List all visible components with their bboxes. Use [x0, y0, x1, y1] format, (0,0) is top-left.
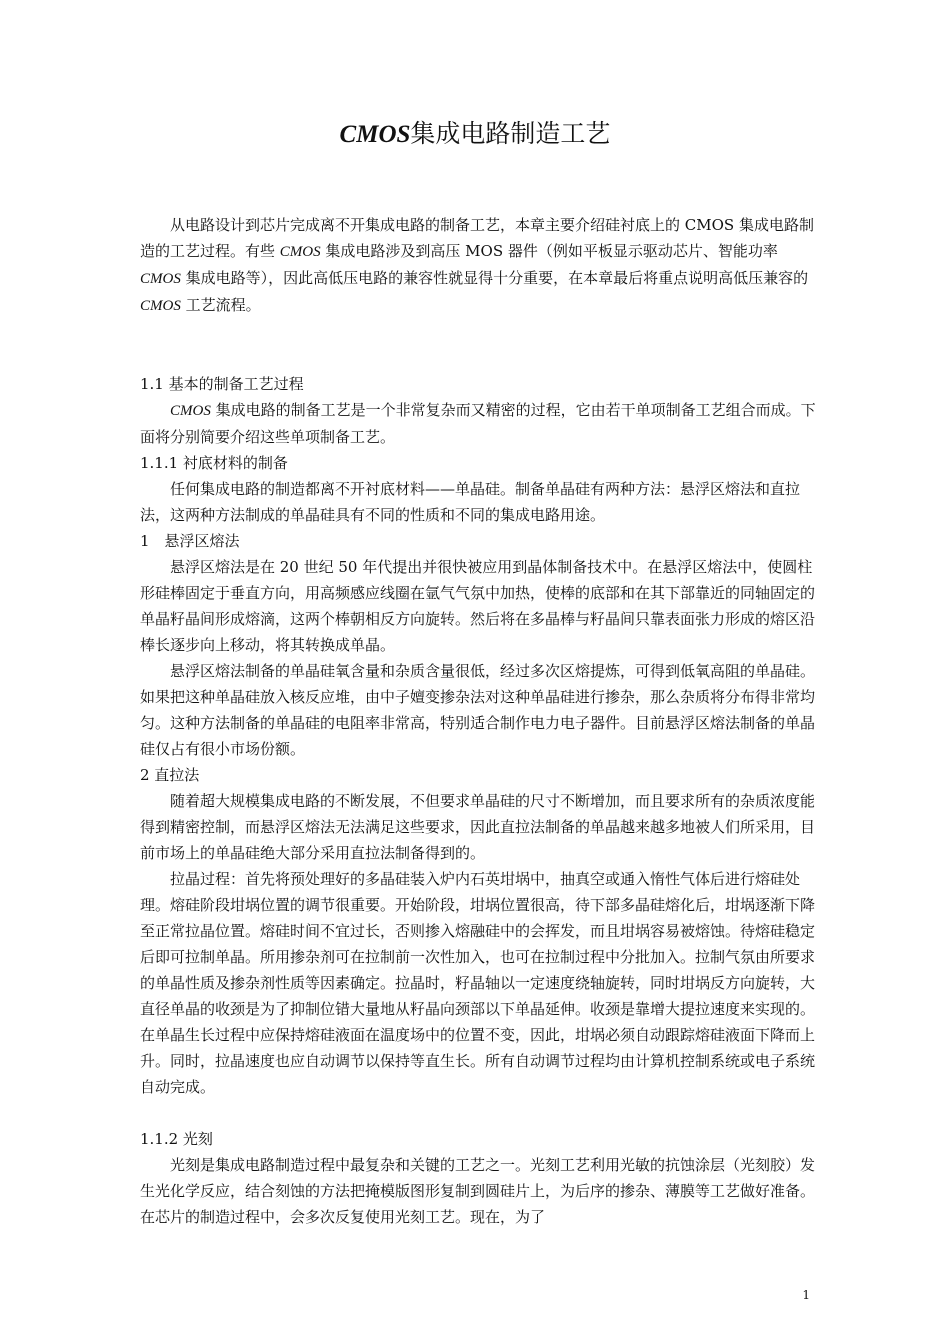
method-2-paragraph-1: 随着超大规模集成电路的不断发展，不但要求单晶硅的尺寸不断增加，而且要求所有的杂质浓度能得到精密控制，而悬浮区熔法无法满足这些要求，因此直拉法制备的单晶越来越多地被人们所采用，目前市场上的单晶硅绝大部分采用直拉法制备得到的。	[140, 792, 816, 862]
section-1-1-1-intro: 任何集成电路的制造都离不开衬底材料——单晶硅。制备单晶硅有两种方法：悬浮区熔法和直拉法，这两种方法制成的单晶硅具有不同的性质和不同的集成电路用途。	[140, 480, 801, 524]
text-run: 集成电路涉及到高压 MOS 器件（例如平板显示驱动芯片、智能功率	[320, 242, 778, 260]
text-run: 集成电路等），因此高低压电路的兼容性就显得十分重要，在本章最后将重点说明高低压兼容的	[180, 269, 809, 287]
method-2-paragraph-2: 拉晶过程：首先将预处理好的多晶硅装入炉内石英坩埚中，抽真空或通入惰性气体后进行熔硅处理。熔硅阶段坩埚位置的调节很重要。开始阶段，坩埚位置很高，待下部多晶硅熔化后，坩埚逐渐下降至正常拉晶位置。熔硅时间不宜过长，否则掺入熔融硅中的会挥发，而且坩埚容易被熔蚀。待熔硅稳定后即可拉制单晶。所用掺杂剂可在拉制前一次性加入，也可在拉制过程中分批加入。拉制气氛由所要求的单晶性质及掺杂剂性质等因素确定。拉晶时，籽晶轴以一定速度绕轴旋转，同时坩埚反方向旋转，大直径单晶的收颈是为了抑制位错大量地从籽晶向颈部以下单晶延伸。收颈是靠增大提拉速度来实现的。在单晶生长过程中应保持熔硅液面在温度场中的位置不变，因此，坩埚必须自动跟踪熔硅液面下降而上升。同时，拉晶速度也应自动调节以保持等直生长。所有自动调节过程均由计算机控制系统或电子系统自动完成。	[140, 870, 816, 1096]
section-1-1-2-heading: 1.1.2 光刻	[140, 1130, 213, 1148]
abstract-paragraph	[140, 212, 820, 319]
title-rest: 集成电路制造工艺	[410, 119, 611, 148]
section-1-1-heading: 1.1 基本的制备工艺过程	[140, 375, 304, 393]
method-1-paragraph-1: 悬浮区熔法是在 20 世纪 50 年代提出并很快被应用到晶体制备技术中。在悬浮区熔法中，使圆柱形硅棒固定于垂直方向，用高频感应线圈在氩气气氛中加热，使棒的底部和在其下部靠近的同轴固定的单晶籽晶间形成熔滴，这两个棒朝相反方向旋转。然后将在多晶棒与籽晶间只靠表面张力形成的熔区沿棒长逐步向上移动，将其转换成单晶。	[140, 558, 816, 654]
section-1-1-intro	[140, 397, 820, 450]
section-1-1-1-heading: 1.1.1 衬底材料的制备	[140, 454, 288, 472]
page-number: 1	[802, 1288, 810, 1302]
italic-term: CMOS	[170, 403, 211, 419]
italic-term: CMOS	[279, 244, 321, 260]
document-body	[140, 212, 820, 1230]
text-run: 工艺流程。	[180, 296, 261, 314]
text-run: 从电路设计到芯片完成离不开集成电路的制备工艺，本章主要介绍硅衬底上的 CMOS 集成电路制造的工艺过程。有些	[140, 216, 814, 260]
text-run: 集成电路的制备工艺是一个非常复杂而又精密的过程，它由若干单项制备工艺组合而成。下面将分别简要介绍这些单项制备工艺。	[140, 401, 816, 446]
method-1-heading: 1 悬浮区熔法	[140, 532, 240, 550]
section-1-1-2-paragraph-1: 光刻是集成电路制造过程中最复杂和关键的工艺之一。光刻工艺利用光敏的抗蚀涂层（光刻胶）发生光化学反应，结合刻蚀的方法把掩模版图形复制到圆硅片上，为后序的掺杂、薄膜等工艺做好准备。在芯片的制造过程中，会多次反复使用光刻工艺。现在，为了	[140, 1156, 816, 1226]
method-2-heading: 2 直拉法	[140, 766, 200, 784]
title-cmos: CMOS	[339, 121, 411, 148]
italic-term: CMOS	[140, 271, 181, 287]
italic-term: CMOS	[140, 298, 181, 314]
method-1-paragraph-2: 悬浮区熔法制备的单晶硅氧含量和杂质含量很低，经过多次区熔提炼，可得到低氧高阻的单晶硅。如果把这种单晶硅放入核反应堆，由中子嬗变掺杂法对这种单晶硅进行掺杂，那么杂质将分布得非常均匀。这种方法制备的单晶硅的电阻率非常高，特别适合制作电力电子器件。目前悬浮区熔法制备的单晶硅仅占有很小市场份额。	[140, 662, 816, 758]
document-title	[0, 117, 950, 152]
